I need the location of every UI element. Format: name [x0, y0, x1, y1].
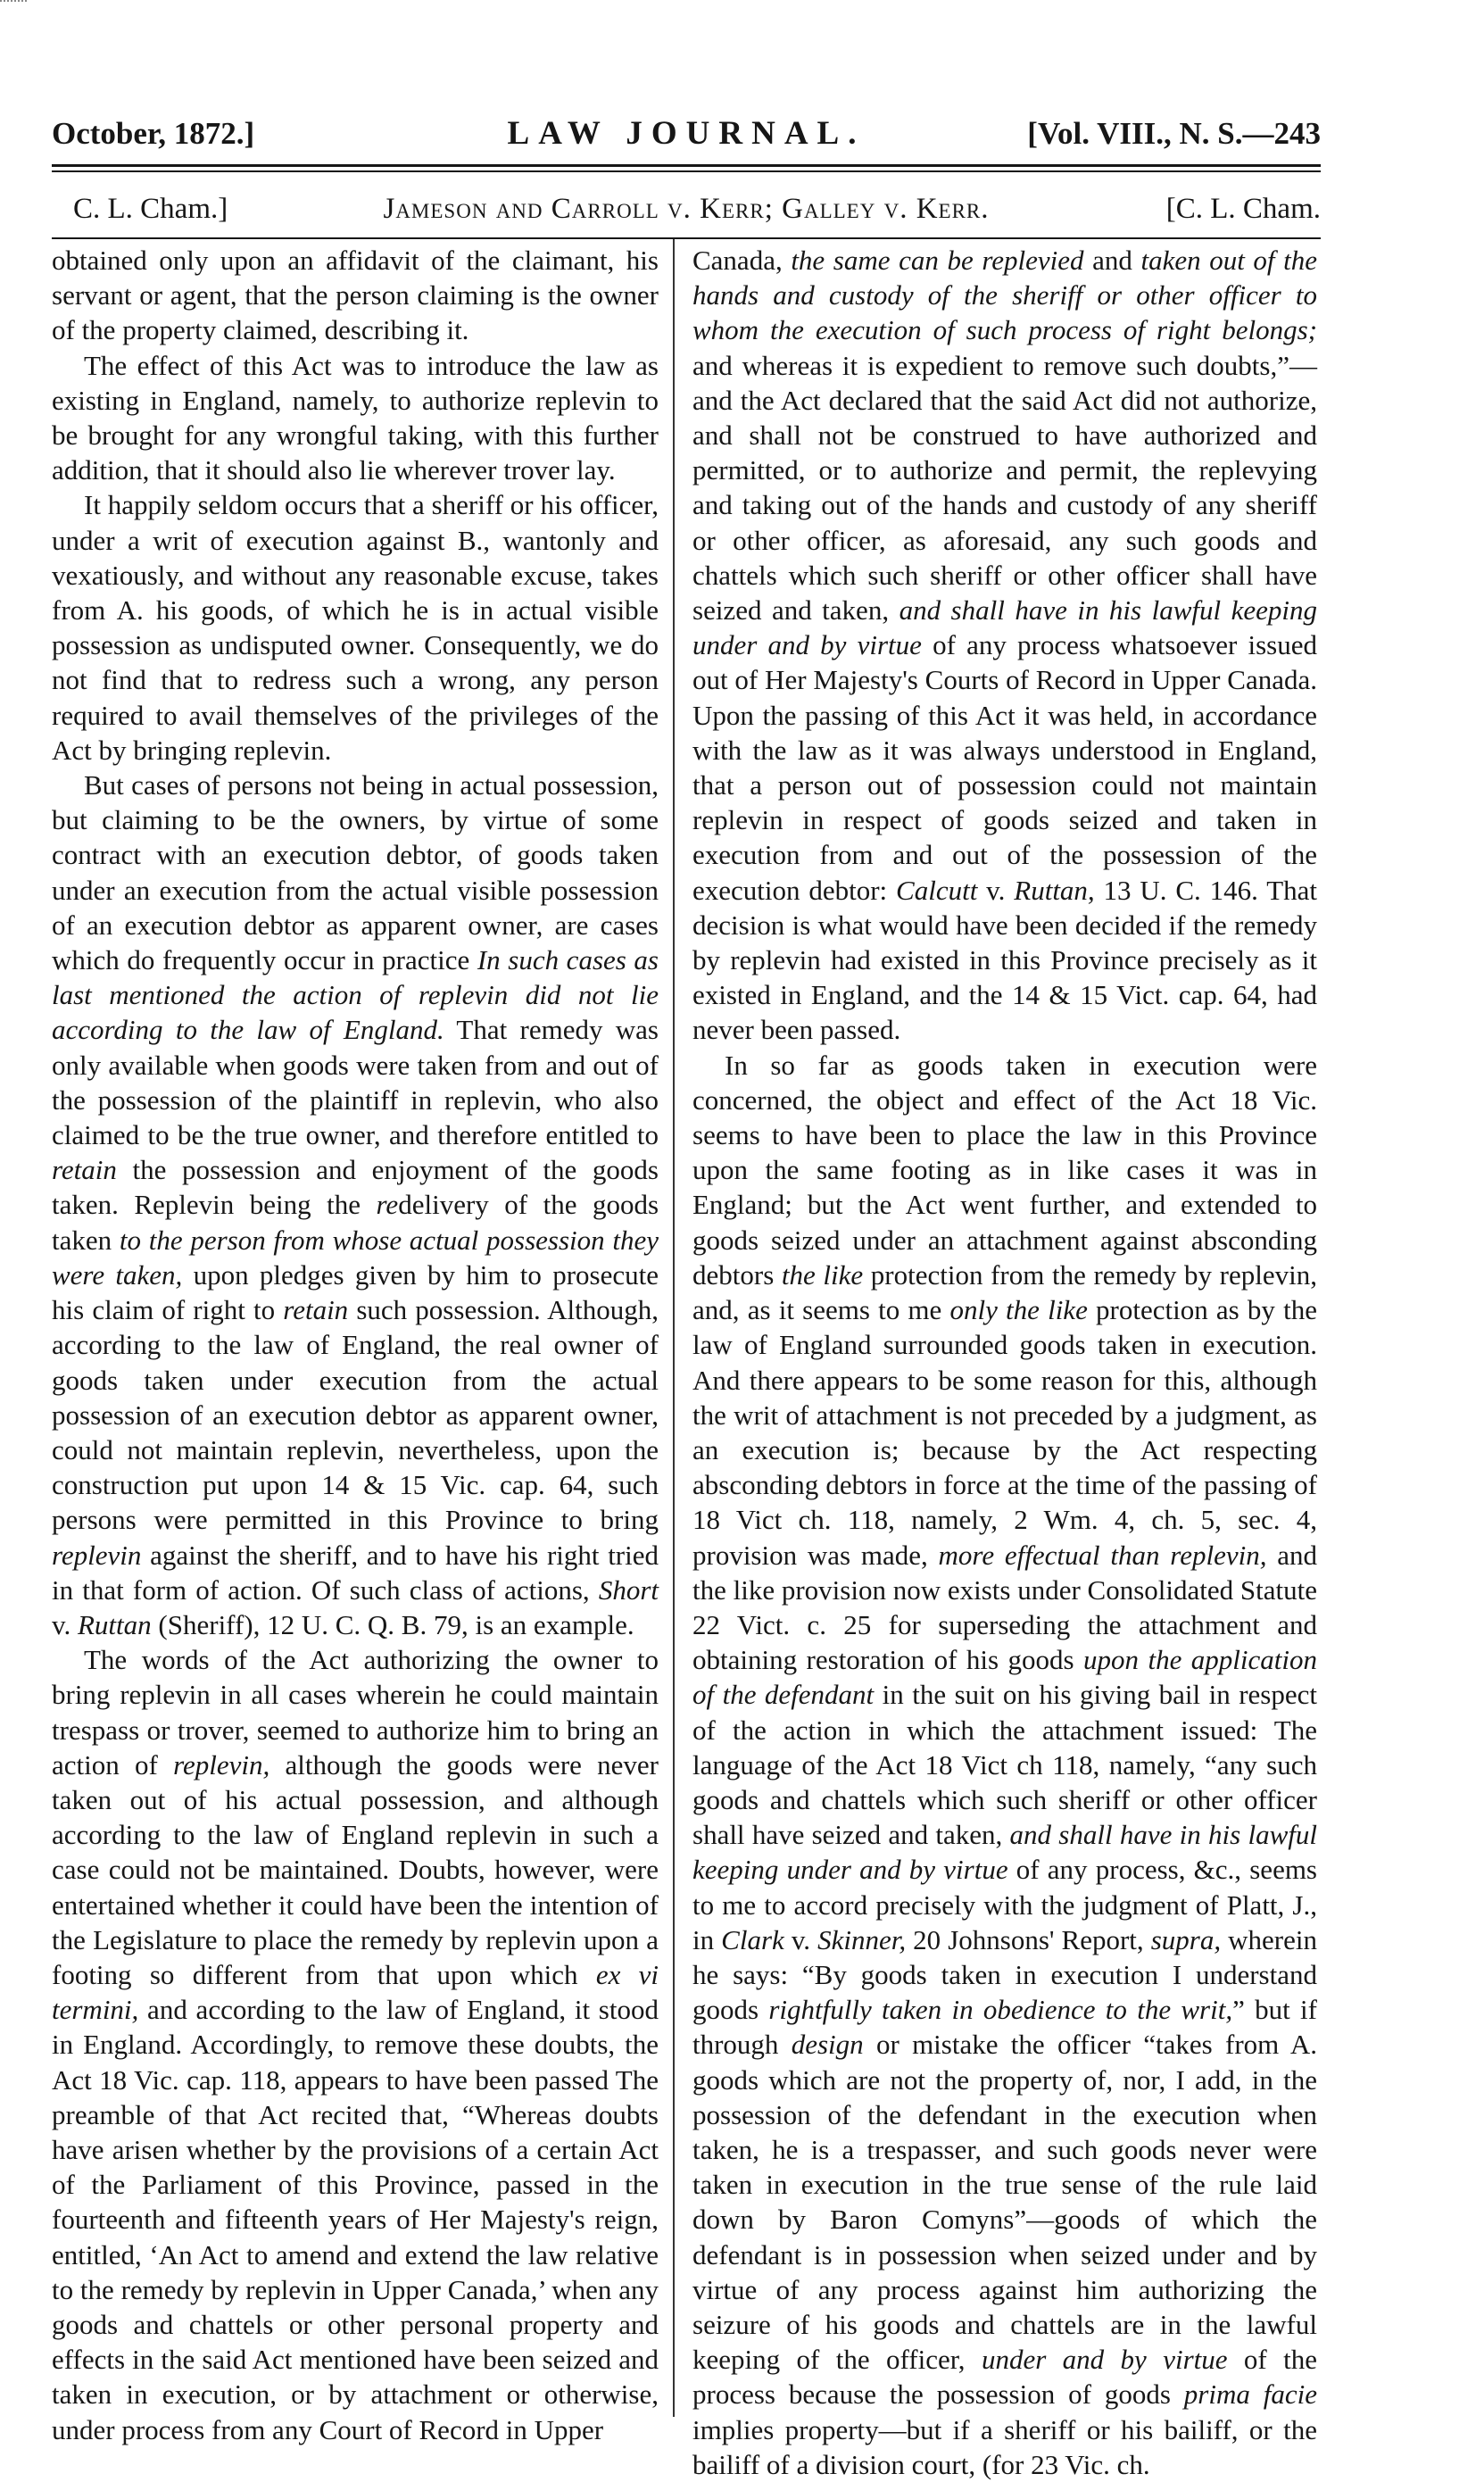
paragraph: [692, 243, 1317, 1048]
italic-text: prima facie: [1183, 2378, 1317, 2411]
text-run: and according to the law of England, it stood in England. Accordingly, to remove these doubts, the Act 18 Vic. cap. 118, appears to have been passed The preamble of that Act recited that, “Whereas doubts have arisen whether by the provisions of a certain Act of the Parliament of this Province, passed in the fourteenth and fifteenth years of Her Majesty's reign, entitled, ‘An Act to amend and extend the law relative to the remedy by replevin in Upper Canada,’ when any goods and chattels or other personal property and effects in the said Act mentioned have been seized and taken in execution, or by attachment or otherwise, under process from any Court of Record in Upper: [52, 1994, 659, 2445]
italic-text: the like: [781, 1258, 864, 1291]
header-rule-bottom: [52, 170, 1321, 172]
text-run: (Sheriff), 12 U. C. Q. B. 79, is an example.: [151, 1608, 634, 1640]
running-header: [52, 107, 1321, 161]
text-run: of any process whatsoever issued out of Her Majesty's Courts of Record in Upper Canada. Upon the passing of this Act it was held, in accordance with the law as it was always understood in England, that a person out of possession could not maintain replevin in respect of goods seized and taken in execution from and out of the possession of the execution debtor:: [692, 629, 1318, 906]
italic-text: taken out of the hands and custody of the sheriff or other officer to whom the execution of such process of right belongs;: [692, 245, 1317, 346]
italic-text: retain: [283, 1294, 349, 1326]
text-run: 13 U. C. 146. That decision is what would have been decided if the remedy by replevin had existed in this Province precisely as it existed in England, and the 14 & 15 Vict. cap. 64, had never been passed.: [692, 874, 1318, 1046]
italic-text: Calcutt: [896, 874, 978, 906]
text-run: 20 Johnsons' Report,: [906, 1923, 1151, 1955]
text-run: implies property—but if a sheriff or his bailiff, or the bailiff of a division court, (for 23 Vic. ch.: [692, 2413, 1317, 2480]
italic-text: only the like: [949, 1294, 1088, 1326]
italic-text: Short: [598, 1573, 659, 1606]
case-header-rule: [52, 237, 1321, 239]
text-run: although the goods were never taken out of his actual possession, and although according to the law of England replevin in such a case could not be maintained. Doubts, however, were entertained whether it could have been the intention of the Legislature to place the remedy by replevin upon a footing so different from that upon which: [52, 1748, 659, 1990]
text-run: That remedy was only available when goods were taken from and out of the possession of the plaintiff in replevin, who also claimed to be the true owner, and therefore entitled to: [52, 1014, 659, 1151]
text-run: of any process, &c., seems to me to accord precisely with the judgment of Platt, J., in: [692, 1854, 1318, 1955]
text-run: and the like provision now exists under Consolidated Statute 22 Vict. c. 25 for superseding the attachment and obtaining restoration of his goods: [692, 1539, 1317, 1676]
text-run: of the process because the possession of goods: [692, 2344, 1317, 2411]
text-run: But cases of persons not being in actual possession, but claiming to be the owners, by virtue of some contract with an execution debtor, of goods taken under an execution from the actual visible possession of an execution debtor as apparent owner, are cases which do frequently occur in practice: [52, 769, 659, 976]
italic-text: Clark: [721, 1923, 784, 1955]
italic-text: In such cases as last mentioned the action of replevin did not lie according to the law of England.: [52, 944, 659, 1046]
text-run: The words of the Act authorizing the owner to bring replevin in all cases wherein he could maintain trespass or trover, seemed to authorize him to bring an action of: [52, 1644, 659, 1781]
text-run: upon pledges given by him to prosecute his claim of right to: [52, 1258, 659, 1326]
italic-text: rightfully taken in obedience to the writ,: [768, 1994, 1233, 2026]
paragraph: [52, 768, 659, 1642]
italic-text: supra,: [1150, 1923, 1222, 1955]
text-run: v.: [977, 874, 1015, 906]
header-rule-top: [52, 164, 1321, 167]
text-run: protection from the remedy by replevin, and, as it seems to me: [692, 1258, 1317, 1326]
italic-text: replevin: [52, 1539, 142, 1571]
text-run: in the suit on his giving bail in respect of the action in which the attachment issued: The language of the Act 18 Vict ch 118, namely, “any such goods and chattels which such sheriff or other officer shall have seized and taken,: [692, 1679, 1317, 1851]
text-run: Canada,: [692, 245, 792, 276]
italic-text: and shall have in his lawful keeping under and by virtue: [692, 594, 1317, 661]
italic-text: and shall have in his lawful keeping under and by virtue: [692, 1819, 1317, 1886]
text-run: and whereas it is expedient to remove such doubts,”—and the Act declared that the said Act did not authorize, and shall not be construed to have authorized and permitted, or to authorize and permit, the replevying and taking out of the hands and custody of any sheriff or other officer, as aforesaid, any such goods and chattels which such sheriff or other officer shall have seized and taken,: [692, 349, 1317, 627]
italic-text: Ruttan: [78, 1608, 152, 1640]
text-run: The effect of this Act was to introduce the law as existing in England, namely, to authorize replevin to be brought for any wrongful taking, with this further addition, that it should also lie wherever trover lay.: [52, 349, 659, 486]
italic-text: design: [791, 2029, 864, 2061]
paragraph: [52, 1642, 659, 2447]
text-run: such possession. Although, according to the law of England, the real owner of goods taken under execution from the actual possession of an execution debtor as apparent owner, could not maintain replevin, nevertheless, upon the construction put upon 14 & 15 Vic. cap. 64, such persons were permitted in this Province to bring: [52, 1294, 659, 1536]
text-run: and: [1083, 245, 1141, 276]
case-title: Jameson and Carroll v. Kerr; Galley v. Kerr.: [383, 193, 990, 225]
text-run: In so far as goods taken in execution were concerned, the object and effect of the Act 18 Vic. seems to have been to place the law in this Province upon the same footing as in like cases it was in England; but the Act went further, and extended to goods seized under an attachment against absconding debtors: [692, 1049, 1317, 1291]
text-run: the possession and enjoyment of the goods taken. Replevin being the: [52, 1154, 659, 1221]
italic-text: re: [376, 1189, 399, 1221]
paragraph: [52, 243, 659, 348]
text-run: wherein he says: “By goods taken in execution I understand goods: [692, 1923, 1317, 2026]
header-date: October, 1872.]: [52, 116, 255, 151]
header-journal-title: LAW JOURNAL.: [507, 115, 866, 152]
italic-text: Ruttan,: [1014, 874, 1095, 906]
paragraph: [692, 1048, 1317, 2482]
text-run: v.: [783, 1923, 818, 1955]
header-volume: [Vol. VIII., N. S.—243: [1027, 116, 1321, 151]
italic-text: retain: [52, 1154, 117, 1186]
text-run: protection as by the law of England surrounded goods taken in execution. And there appears to be some reason for this, although the writ of attachment is not preceded by a judgment, as an execution is; because by the Act respecting absconding debtors in force at the time of the passing of 18 Vict ch. 118, namely, 2 Wm. 4, ch. 5, sec. 4, provision was made,: [692, 1294, 1317, 1571]
text-run: against the sheriff, and to have his right tried in that form of action. Of such class of actions,: [52, 1539, 659, 1606]
italic-text: Skinner,: [817, 1923, 907, 1955]
italic-text: to the person from whose actual possession they were taken,: [52, 1224, 659, 1291]
paragraph: [52, 348, 659, 488]
text-run: It happily seldom occurs that a sheriff or his officer, under a writ of execution against B., wantonly and vexatiously, and without any reasonable excuse, takes from A. his goods, of which he is in actual visible possession as undisputed owner. Consequently, we do not find that to redress such a wrong, any person required to avail themselves of the privileges of the Act by bringing replevin.: [52, 489, 659, 766]
text-run: delivery of the goods taken: [52, 1189, 659, 1256]
text-run: or mistake the officer “takes from A. goods which are not the property of, nor, I add, in the possession of the defendant in the execution when taken, he is a trespasser, and such goods never were taken in execution in the true sense of the rule laid down by Baron Comyns”—goods of which the defendant is in possession when seized under and by virtue of any process against him authorizing the seizure of his goods and chattels are in the lawful keeping of the officer,: [692, 2029, 1317, 2376]
paragraph: [52, 487, 659, 768]
italic-text: under and by virtue: [981, 2344, 1228, 2376]
text-run: obtained only upon an affidavit of the claimant, his servant or agent, that the person claiming is the owner of the property claimed, describing it.: [52, 245, 659, 346]
case-court-right: [C. L. Cham.: [1165, 193, 1321, 225]
italic-text: more effectual than replevin,: [938, 1539, 1267, 1571]
italic-text: replevin,: [173, 1748, 270, 1781]
case-court-left: C. L. Cham.]: [73, 193, 228, 225]
scan-artifact: [0, 0, 27, 9]
text-run: ” but if through: [692, 1994, 1317, 2061]
left-column: [52, 243, 659, 2447]
italic-text: upon the application of the defendant: [692, 1644, 1317, 1711]
text-run: v.: [52, 1608, 78, 1640]
case-header: [52, 184, 1321, 234]
italic-text: ex vi termini,: [52, 1958, 659, 2026]
right-column: [692, 243, 1317, 2482]
column-divider: [673, 239, 675, 2417]
italic-text: the same can be replevied: [791, 245, 1084, 276]
